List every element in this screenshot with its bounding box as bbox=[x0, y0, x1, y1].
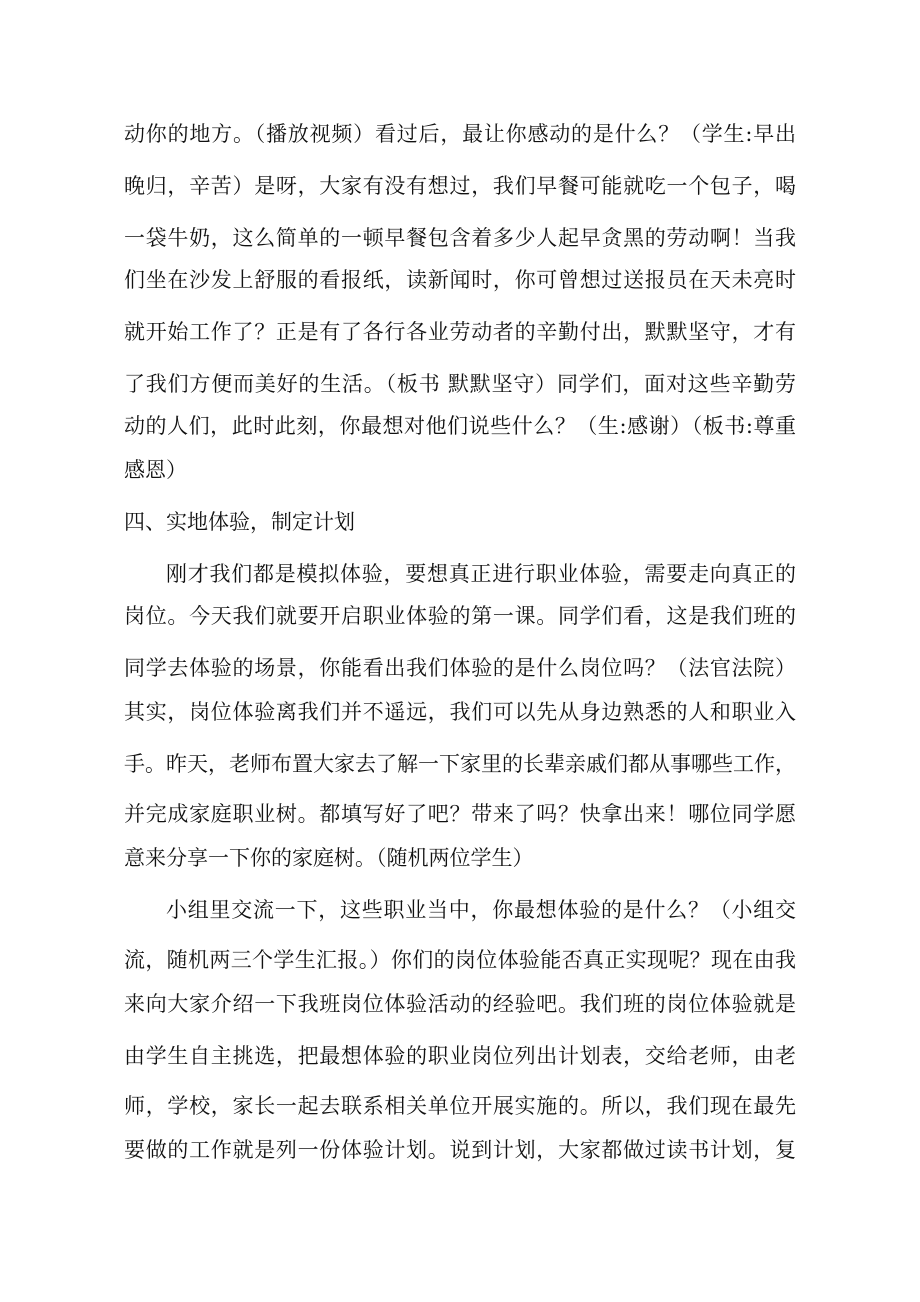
paragraph-line: 岗位。今天我们就要开启职业体验的第一课。同学们看，这是我们班的 bbox=[124, 604, 796, 628]
paragraph-line: 了我们方便而美好的生活。（板书 默默坚守）同学们，面对这些辛勤劳 bbox=[124, 372, 796, 396]
paragraph-line: 同学去体验的场景，你能看出我们体验的是什么岗位吗？（法官法院） bbox=[124, 656, 796, 680]
paragraph-line: 并完成家庭职业树。都填写好了吧？带来了吗？快拿出来！哪位同学愿 bbox=[124, 802, 796, 826]
paragraph-line: 流，随机两三个学生汇报。）你们的岗位体验能否真正实现呢？现在由我 bbox=[124, 948, 796, 972]
paragraph-line: 师，学校，家长一起去联系相关单位开展实施的。所以，我们现在最先 bbox=[124, 1094, 796, 1118]
paragraph-line: 就开始工作了？正是有了各行各业劳动者的辛勤付出，默默坚守，才有 bbox=[124, 320, 796, 344]
paragraph-line: 由学生自主挑选，把最想体验的职业岗位列出计划表，交给老师，由老 bbox=[124, 1044, 796, 1068]
paragraph-line: 手。昨天，老师布置大家去了解一下家里的长辈亲戚们都从事哪些工作， bbox=[124, 752, 796, 776]
paragraph-line: 要做的工作就是列一份体验计划。说到计划，大家都做过读书计划，复 bbox=[124, 1138, 796, 1162]
paragraph-line: 晚归，辛苦）是呀，大家有没有想过，我们早餐可能就吃一个包子，喝 bbox=[124, 174, 796, 198]
paragraph-line: 小组里交流一下，这些职业当中，你最想体验的是什么？（小组交 bbox=[166, 898, 796, 922]
paragraph-line: 其实，岗位体验离我们并不遥远，我们可以先从身边熟悉的人和职业入 bbox=[124, 700, 796, 724]
paragraph-line: 感恩） bbox=[124, 458, 187, 482]
paragraph-line: 来向大家介绍一下我班岗位体验活动的经验吧。我们班的岗位体验就是 bbox=[124, 992, 796, 1016]
paragraph-line: 动你的地方。（播放视频）看过后，最让你感动的是什么？（学生:早出 bbox=[124, 122, 796, 146]
paragraph-line: 一袋牛奶，这么简单的一顿早餐包含着多少人起早贪黑的劳动啊！当我 bbox=[124, 226, 796, 250]
paragraph-line: 刚才我们都是模拟体验，要想真正进行职业体验，需要走向真正的 bbox=[166, 562, 796, 586]
paragraph-line: 动的人们，此时此刻，你最想对他们说些什么？（生:感谢）（板书:尊重 bbox=[124, 414, 796, 438]
paragraph-line: 们坐在沙发上舒服的看报纸，读新闻时，你可曾想过送报员在天未亮时 bbox=[124, 268, 796, 292]
section-heading: 四、实地体验，制定计划 bbox=[124, 510, 355, 534]
paragraph-line: 意来分享一下你的家庭树。（随机两位学生） bbox=[124, 846, 534, 870]
